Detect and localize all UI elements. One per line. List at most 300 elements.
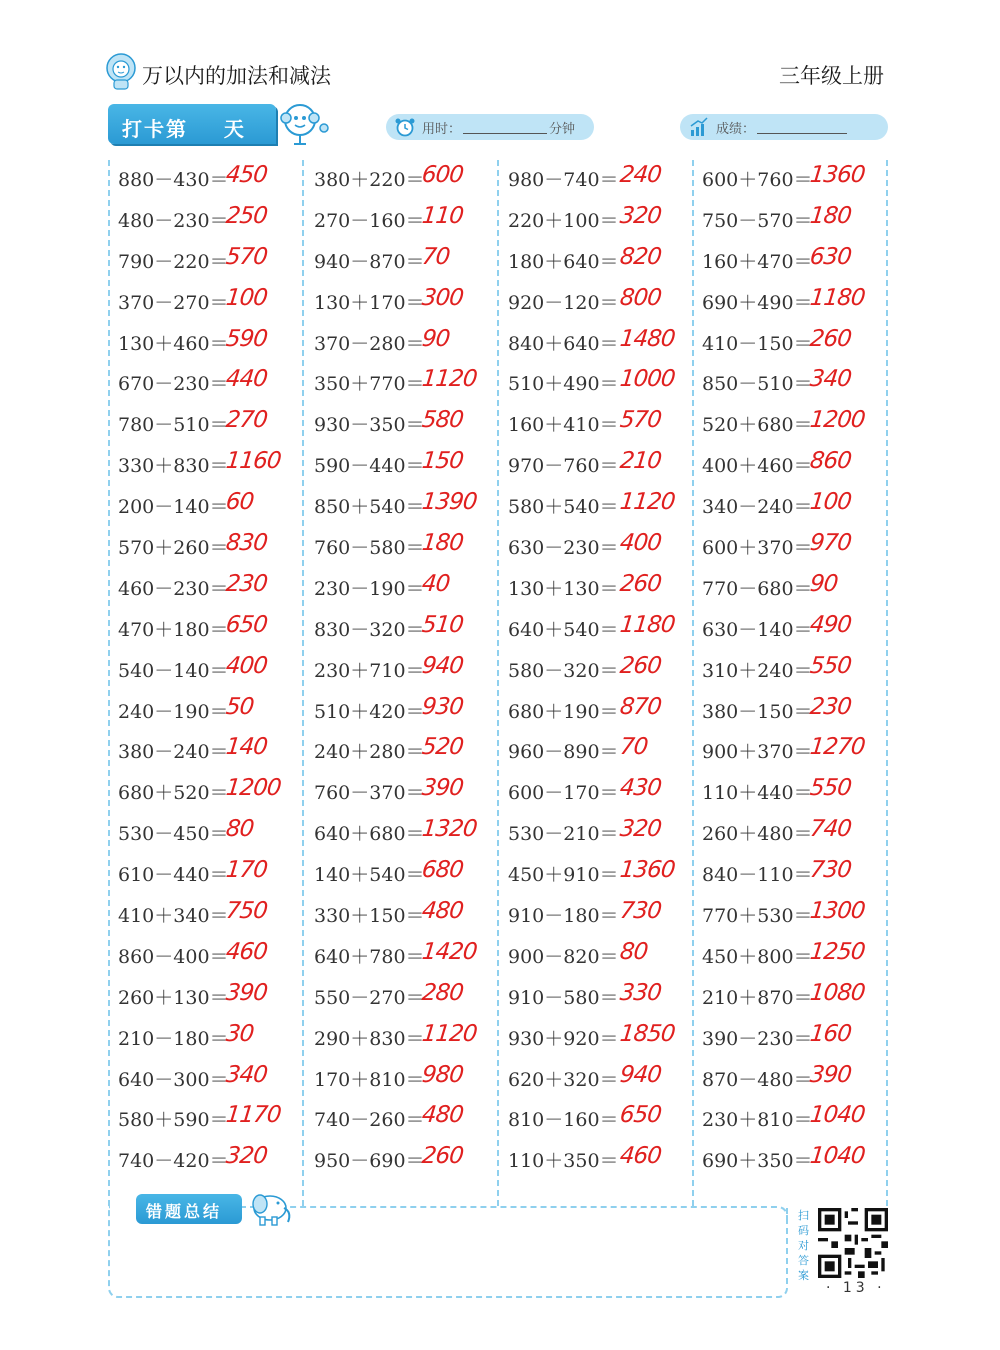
equation-text: 460－230＝ bbox=[118, 577, 229, 600]
exercise-row bbox=[498, 690, 692, 731]
equation-text: 130＋130＝ bbox=[508, 577, 619, 600]
equation-text: 330＋830＝ bbox=[118, 455, 229, 478]
handwritten-answer[interactable]: 570 bbox=[224, 243, 269, 270]
exercise-row bbox=[692, 158, 886, 199]
exercise-column-3 bbox=[498, 158, 692, 1180]
exercise-row bbox=[108, 976, 302, 1017]
handwritten-answer[interactable]: 490 bbox=[808, 611, 853, 638]
equation-text: 640＋680＝ bbox=[314, 823, 425, 846]
handwritten-answer[interactable]: 570 bbox=[618, 407, 663, 434]
equation-text: 230＋710＝ bbox=[314, 659, 425, 682]
handwritten-answer[interactable]: 650 bbox=[224, 611, 269, 638]
handwritten-answer[interactable]: 30 bbox=[224, 1020, 255, 1047]
exercise-row bbox=[304, 240, 498, 281]
exercise-row bbox=[692, 649, 886, 690]
handwritten-answer[interactable]: 830 bbox=[224, 530, 269, 557]
exercise-row bbox=[108, 1139, 302, 1180]
equation-text: 840＋640＝ bbox=[508, 332, 619, 355]
equation-text: 370－280＝ bbox=[314, 332, 425, 355]
equation-text: 550－270＝ bbox=[314, 986, 425, 1009]
equation-text: 810－160＝ bbox=[508, 1109, 619, 1132]
handwritten-answer[interactable]: 230 bbox=[808, 693, 853, 720]
exercise-row bbox=[304, 812, 498, 853]
equation-text: 760－370＝ bbox=[314, 782, 425, 805]
exercise-row bbox=[108, 771, 302, 812]
handwritten-answer[interactable]: 730 bbox=[808, 857, 853, 884]
handwritten-answer[interactable]: 940 bbox=[420, 652, 465, 679]
exercise-row bbox=[692, 199, 886, 240]
handwritten-answer[interactable]: 1120 bbox=[420, 1020, 478, 1047]
handwritten-answer[interactable]: 550 bbox=[808, 775, 853, 802]
equation-text: 130＋170＝ bbox=[314, 291, 425, 314]
handwritten-answer[interactable]: 320 bbox=[618, 816, 663, 843]
equation-text: 530－450＝ bbox=[118, 823, 229, 846]
exercise-row bbox=[304, 158, 498, 199]
handwritten-answer[interactable]: 970 bbox=[808, 530, 853, 557]
exercise-row bbox=[692, 935, 886, 976]
exercise-row bbox=[108, 649, 302, 690]
exercise-row bbox=[692, 1017, 886, 1058]
handwritten-answer[interactable]: 1360 bbox=[618, 857, 676, 884]
time-unit: 分钟 bbox=[549, 121, 576, 137]
time-blank[interactable] bbox=[463, 120, 547, 134]
page-number: · 13 · bbox=[826, 1280, 886, 1296]
exercise-row bbox=[108, 322, 302, 363]
handwritten-answer[interactable]: 1000 bbox=[618, 366, 676, 393]
equation-text: 580＋540＝ bbox=[508, 496, 619, 519]
exercise-row bbox=[108, 935, 302, 976]
equation-text: 930＋920＝ bbox=[508, 1027, 619, 1050]
exercise-row bbox=[304, 1139, 498, 1180]
equation-text: 880－430＝ bbox=[118, 168, 229, 191]
handwritten-answer[interactable]: 550 bbox=[808, 652, 853, 679]
handwritten-answer[interactable]: 180 bbox=[420, 530, 465, 557]
exercise-row bbox=[304, 199, 498, 240]
equation-text: 240＋280＝ bbox=[314, 741, 425, 764]
exercise-row bbox=[498, 158, 692, 199]
exercise-row bbox=[304, 935, 498, 976]
equation-text: 580＋590＝ bbox=[118, 1109, 229, 1132]
handwritten-answer[interactable]: 630 bbox=[808, 243, 853, 270]
handwritten-answer[interactable]: 340 bbox=[808, 366, 853, 393]
equation-text: 600＋760＝ bbox=[702, 168, 813, 191]
handwritten-answer[interactable]: 320 bbox=[224, 1143, 269, 1170]
scan-for-answers-label: 扫码对答案 bbox=[798, 1209, 809, 1282]
exercise-row bbox=[304, 771, 498, 812]
equation-text: 630－140＝ bbox=[702, 618, 813, 641]
equation-text: 840－110＝ bbox=[702, 864, 813, 887]
handwritten-answer[interactable]: 390 bbox=[224, 979, 269, 1006]
exercise-row bbox=[108, 690, 302, 731]
handwritten-answer[interactable]: 820 bbox=[618, 243, 663, 270]
handwritten-answer[interactable]: 330 bbox=[618, 979, 663, 1006]
handwritten-answer[interactable]: 150 bbox=[420, 448, 465, 475]
exercise-row bbox=[108, 362, 302, 403]
handwritten-answer[interactable]: 90 bbox=[808, 570, 839, 597]
handwritten-answer[interactable]: 60 bbox=[224, 489, 255, 516]
equation-text: 450＋910＝ bbox=[508, 864, 619, 887]
equation-text: 850－510＝ bbox=[702, 373, 813, 396]
equation-text: 680＋520＝ bbox=[118, 782, 229, 805]
equation-text: 640＋540＝ bbox=[508, 618, 619, 641]
exercise-row bbox=[304, 1098, 498, 1139]
equation-text: 750－570＝ bbox=[702, 209, 813, 232]
exercise-row bbox=[108, 730, 302, 771]
handwritten-answer[interactable]: 320 bbox=[618, 202, 663, 229]
exercise-column-1 bbox=[108, 158, 302, 1180]
exercise-row bbox=[498, 199, 692, 240]
handwritten-answer[interactable]: 520 bbox=[420, 734, 465, 761]
exercise-row bbox=[108, 894, 302, 935]
exercise-row bbox=[498, 1017, 692, 1058]
mistake-summary-tag: 错题总结 bbox=[136, 1194, 242, 1224]
equation-text: 410＋340＝ bbox=[118, 904, 229, 927]
handwritten-answer[interactable]: 160 bbox=[808, 1020, 853, 1047]
exercise-row bbox=[304, 976, 498, 1017]
equation-text: 770＋530＝ bbox=[702, 904, 813, 927]
equation-text: 530－210＝ bbox=[508, 823, 619, 846]
exercise-row bbox=[498, 281, 692, 322]
equation-text: 590－440＝ bbox=[314, 455, 425, 478]
equation-text: 410－150＝ bbox=[702, 332, 813, 355]
time-spent-field bbox=[386, 114, 594, 140]
exercise-row bbox=[108, 812, 302, 853]
handwritten-answer[interactable]: 740 bbox=[808, 816, 853, 843]
equation-text: 630－230＝ bbox=[508, 536, 619, 559]
exercise-row bbox=[304, 403, 498, 444]
equation-text: 690＋350＝ bbox=[702, 1150, 813, 1173]
exercise-row bbox=[498, 444, 692, 485]
handwritten-answer[interactable]: 460 bbox=[618, 1143, 663, 1170]
handwritten-answer[interactable]: 580 bbox=[420, 407, 465, 434]
handwritten-answer[interactable]: 1040 bbox=[808, 1143, 866, 1170]
handwritten-answer[interactable]: 1180 bbox=[618, 611, 676, 638]
equation-text: 900＋370＝ bbox=[702, 741, 813, 764]
equation-text: 870－480＝ bbox=[702, 1068, 813, 1091]
exercise-row bbox=[692, 403, 886, 444]
equation-text: 960－890＝ bbox=[508, 741, 619, 764]
equation-text: 370－270＝ bbox=[118, 291, 229, 314]
equation-text: 640＋780＝ bbox=[314, 945, 425, 968]
handwritten-answer[interactable]: 180 bbox=[808, 202, 853, 229]
equation-text: 910－180＝ bbox=[508, 904, 619, 927]
exercise-row bbox=[692, 526, 886, 567]
handwritten-answer[interactable]: 400 bbox=[224, 652, 269, 679]
handwritten-answer[interactable]: 590 bbox=[224, 325, 269, 352]
equation-text: 240－190＝ bbox=[118, 700, 229, 723]
elephant-mascot-icon bbox=[244, 1188, 294, 1228]
exercise-row bbox=[304, 853, 498, 894]
handwritten-answer[interactable]: 260 bbox=[808, 325, 853, 352]
handwritten-answer[interactable]: 480 bbox=[420, 898, 465, 925]
qr-code-icon[interactable] bbox=[818, 1208, 888, 1278]
exercise-row bbox=[304, 444, 498, 485]
equation-text: 270－160＝ bbox=[314, 209, 425, 232]
exercise-row bbox=[692, 1058, 886, 1099]
equation-text: 690＋490＝ bbox=[702, 291, 813, 314]
exercise-row bbox=[304, 1017, 498, 1058]
handwritten-answer[interactable]: 1120 bbox=[618, 489, 676, 516]
equation-text: 210＋870＝ bbox=[702, 986, 813, 1009]
handwritten-answer[interactable]: 70 bbox=[618, 734, 649, 761]
exercise-row bbox=[108, 1017, 302, 1058]
exercise-row bbox=[498, 240, 692, 281]
exercise-row bbox=[498, 1058, 692, 1099]
handwritten-answer[interactable]: 870 bbox=[618, 693, 663, 720]
handwritten-answer[interactable]: 510 bbox=[420, 611, 465, 638]
handwritten-answer[interactable]: 260 bbox=[420, 1143, 465, 1170]
exercise-row bbox=[304, 608, 498, 649]
equation-text: 780－510＝ bbox=[118, 414, 229, 437]
exercise-row bbox=[498, 976, 692, 1017]
handwritten-answer[interactable]: 300 bbox=[420, 284, 465, 311]
exercise-row bbox=[108, 158, 302, 199]
book-title: 万以内的加法和减法 bbox=[142, 64, 331, 88]
handwritten-answer[interactable]: 210 bbox=[618, 448, 663, 475]
handwritten-answer[interactable]: 1850 bbox=[618, 1020, 676, 1047]
exercise-row bbox=[692, 1139, 886, 1180]
handwritten-answer[interactable]: 260 bbox=[618, 570, 663, 597]
exercise-row bbox=[498, 771, 692, 812]
handwritten-answer[interactable]: 80 bbox=[618, 938, 649, 965]
exercise-row bbox=[108, 240, 302, 281]
exercise-row bbox=[108, 567, 302, 608]
handwritten-answer[interactable]: 1170 bbox=[224, 1102, 282, 1129]
exercise-row bbox=[692, 690, 886, 731]
exercise-row bbox=[498, 730, 692, 771]
exercise-row bbox=[498, 812, 692, 853]
handwritten-answer[interactable]: 730 bbox=[618, 898, 663, 925]
handwritten-answer[interactable]: 1200 bbox=[224, 775, 282, 802]
handwritten-answer[interactable]: 250 bbox=[224, 202, 269, 229]
handwritten-answer[interactable]: 170 bbox=[224, 857, 269, 884]
exercise-row bbox=[692, 281, 886, 322]
handwritten-answer[interactable]: 600 bbox=[420, 162, 465, 188]
exercise-row bbox=[692, 1098, 886, 1139]
equation-text: 950－690＝ bbox=[314, 1150, 425, 1173]
equation-text: 790－220＝ bbox=[118, 250, 229, 273]
equation-text: 640－300＝ bbox=[118, 1068, 229, 1091]
exercise-row bbox=[108, 1098, 302, 1139]
exercise-row bbox=[108, 1058, 302, 1099]
handwritten-answer[interactable]: 100 bbox=[808, 489, 853, 516]
alarm-clock-icon bbox=[394, 116, 416, 138]
exercise-row bbox=[498, 935, 692, 976]
equation-text: 380－240＝ bbox=[118, 741, 229, 764]
equation-text: 330＋150＝ bbox=[314, 904, 425, 927]
exercise-row bbox=[108, 403, 302, 444]
handwritten-answer[interactable]: 400 bbox=[618, 530, 663, 557]
exercise-row bbox=[498, 362, 692, 403]
equation-text: 830－320＝ bbox=[314, 618, 425, 641]
equation-text: 130＋460＝ bbox=[118, 332, 229, 355]
handwritten-answer[interactable]: 70 bbox=[420, 243, 451, 270]
handwritten-answer[interactable]: 1160 bbox=[224, 448, 282, 475]
equation-text: 510＋420＝ bbox=[314, 700, 425, 723]
equation-text: 940－870＝ bbox=[314, 250, 425, 273]
handwritten-answer[interactable]: 1250 bbox=[808, 938, 866, 965]
equation-text: 140＋540＝ bbox=[314, 864, 425, 887]
equation-text: 340－240＝ bbox=[702, 496, 813, 519]
handwritten-answer[interactable]: 280 bbox=[420, 979, 465, 1006]
handwritten-answer[interactable]: 460 bbox=[224, 938, 269, 965]
exercise-row bbox=[108, 199, 302, 240]
equation-text: 380＋220＝ bbox=[314, 168, 425, 191]
handwritten-answer[interactable]: 1480 bbox=[618, 325, 676, 352]
equation-text: 600＋370＝ bbox=[702, 536, 813, 559]
equation-text: 290＋830＝ bbox=[314, 1027, 425, 1050]
equation-text: 740－260＝ bbox=[314, 1109, 425, 1132]
equation-text: 400＋460＝ bbox=[702, 455, 813, 478]
handwritten-answer[interactable]: 1300 bbox=[808, 898, 866, 925]
exercise-row bbox=[108, 485, 302, 526]
exercise-row bbox=[304, 281, 498, 322]
handwritten-answer[interactable]: 750 bbox=[224, 898, 269, 925]
equation-text: 200－140＝ bbox=[118, 496, 229, 519]
equation-text: 180＋640＝ bbox=[508, 250, 619, 273]
handwritten-answer[interactable]: 40 bbox=[420, 570, 451, 597]
handwritten-answer[interactable]: 1360 bbox=[808, 162, 866, 188]
exercise-row bbox=[692, 812, 886, 853]
handwritten-answer[interactable]: 230 bbox=[224, 570, 269, 597]
handwritten-answer[interactable]: 100 bbox=[224, 284, 269, 311]
equation-text: 980－740＝ bbox=[508, 168, 619, 191]
equation-text: 210－180＝ bbox=[118, 1027, 229, 1050]
equation-text: 110＋350＝ bbox=[508, 1150, 619, 1173]
exercise-row bbox=[692, 567, 886, 608]
equation-text: 350＋770＝ bbox=[314, 373, 425, 396]
exercise-row bbox=[108, 853, 302, 894]
handwritten-answer[interactable]: 1040 bbox=[808, 1102, 866, 1129]
checkin-day-tag: 打卡第 天 bbox=[108, 104, 276, 144]
monkey-mascot-icon bbox=[276, 100, 332, 148]
exercise-row bbox=[108, 444, 302, 485]
exercise-column-4 bbox=[692, 158, 886, 1180]
exercise-row bbox=[692, 730, 886, 771]
handwritten-answer[interactable]: 80 bbox=[224, 816, 255, 843]
exercise-row bbox=[692, 485, 886, 526]
handwritten-answer[interactable]: 270 bbox=[224, 407, 269, 434]
handwritten-answer[interactable]: 1390 bbox=[420, 489, 478, 516]
exercise-row bbox=[304, 1058, 498, 1099]
equation-text: 680＋190＝ bbox=[508, 700, 619, 723]
score-blank[interactable] bbox=[757, 120, 847, 134]
exercise-row bbox=[692, 771, 886, 812]
equation-text: 670－230＝ bbox=[118, 373, 229, 396]
exercise-row bbox=[498, 649, 692, 690]
equation-text: 570＋260＝ bbox=[118, 536, 229, 559]
exercise-row bbox=[304, 690, 498, 731]
handwritten-answer[interactable]: 480 bbox=[420, 1102, 465, 1129]
equation-text: 600－170＝ bbox=[508, 782, 619, 805]
handwritten-answer[interactable]: 1320 bbox=[420, 816, 478, 843]
equation-text: 170＋810＝ bbox=[314, 1068, 425, 1091]
handwritten-answer[interactable]: 340 bbox=[224, 1061, 269, 1088]
handwritten-answer[interactable]: 680 bbox=[420, 857, 465, 884]
rising-chart-icon bbox=[688, 116, 710, 138]
equation-text: 450＋800＝ bbox=[702, 945, 813, 968]
equation-text: 860－400＝ bbox=[118, 945, 229, 968]
exercise-row bbox=[498, 1139, 692, 1180]
handwritten-answer[interactable]: 90 bbox=[420, 325, 451, 352]
equation-text: 160＋470＝ bbox=[702, 250, 813, 273]
exercise-row bbox=[304, 322, 498, 363]
equation-text: 380－150＝ bbox=[702, 700, 813, 723]
exercise-row bbox=[304, 485, 498, 526]
handwritten-answer[interactable]: 800 bbox=[618, 284, 663, 311]
equation-text: 900－820＝ bbox=[508, 945, 619, 968]
exercise-column-2 bbox=[304, 158, 498, 1180]
exercise-row bbox=[498, 485, 692, 526]
equation-text: 540－140＝ bbox=[118, 659, 229, 682]
handwritten-answer[interactable]: 650 bbox=[618, 1102, 663, 1129]
handwritten-answer[interactable]: 980 bbox=[420, 1061, 465, 1088]
exercise-row bbox=[692, 976, 886, 1017]
handwritten-answer[interactable]: 1420 bbox=[420, 938, 478, 965]
exercise-row bbox=[498, 608, 692, 649]
exercise-row bbox=[108, 608, 302, 649]
handwritten-answer[interactable]: 930 bbox=[420, 693, 465, 720]
handwritten-answer[interactable]: 1120 bbox=[420, 366, 478, 393]
equation-text: 910－580＝ bbox=[508, 986, 619, 1009]
exercise-row bbox=[692, 853, 886, 894]
handwritten-answer[interactable]: 1080 bbox=[808, 979, 866, 1006]
equation-text: 310＋240＝ bbox=[702, 659, 813, 682]
equation-text: 230＋810＝ bbox=[702, 1109, 813, 1132]
handwritten-answer[interactable]: 940 bbox=[618, 1061, 663, 1088]
handwritten-answer[interactable]: 860 bbox=[808, 448, 853, 475]
exercise-row bbox=[692, 444, 886, 485]
exercise-row bbox=[498, 894, 692, 935]
equation-text: 470＋180＝ bbox=[118, 618, 229, 641]
exercise-row bbox=[498, 322, 692, 363]
equation-text: 160＋410＝ bbox=[508, 414, 619, 437]
exercise-row bbox=[304, 526, 498, 567]
handwritten-answer[interactable]: 390 bbox=[808, 1061, 853, 1088]
exercise-row bbox=[498, 526, 692, 567]
equation-text: 510＋490＝ bbox=[508, 373, 619, 396]
handwritten-answer[interactable]: 390 bbox=[420, 775, 465, 802]
handwritten-answer[interactable]: 430 bbox=[618, 775, 663, 802]
equation-text: 920－120＝ bbox=[508, 291, 619, 314]
exercise-row bbox=[498, 853, 692, 894]
equation-text: 260＋130＝ bbox=[118, 986, 229, 1009]
handwritten-answer[interactable]: 50 bbox=[224, 693, 255, 720]
exercise-row bbox=[304, 567, 498, 608]
equation-text: 770－680＝ bbox=[702, 577, 813, 600]
equation-text: 850＋540＝ bbox=[314, 496, 425, 519]
handwritten-answer[interactable]: 1180 bbox=[808, 284, 866, 311]
handwritten-answer[interactable]: 450 bbox=[224, 162, 269, 188]
handwritten-answer[interactable]: 110 bbox=[420, 202, 465, 229]
handwritten-answer[interactable]: 1270 bbox=[808, 734, 866, 761]
time-label: 用时： bbox=[422, 121, 462, 137]
handwritten-answer[interactable]: 1200 bbox=[808, 407, 866, 434]
exercise-row bbox=[692, 240, 886, 281]
equation-text: 740－420＝ bbox=[118, 1150, 229, 1173]
equation-text: 110＋440＝ bbox=[702, 782, 813, 805]
handwritten-answer[interactable]: 260 bbox=[618, 652, 663, 679]
handwritten-answer[interactable]: 140 bbox=[224, 734, 269, 761]
handwritten-answer[interactable]: 240 bbox=[618, 162, 663, 188]
exercise-row bbox=[692, 894, 886, 935]
exercise-row bbox=[692, 608, 886, 649]
handwritten-answer[interactable]: 440 bbox=[224, 366, 269, 393]
exercise-row bbox=[692, 362, 886, 403]
equation-text: 260＋480＝ bbox=[702, 823, 813, 846]
score-label: 成绩： bbox=[716, 121, 756, 137]
exercise-row bbox=[692, 322, 886, 363]
